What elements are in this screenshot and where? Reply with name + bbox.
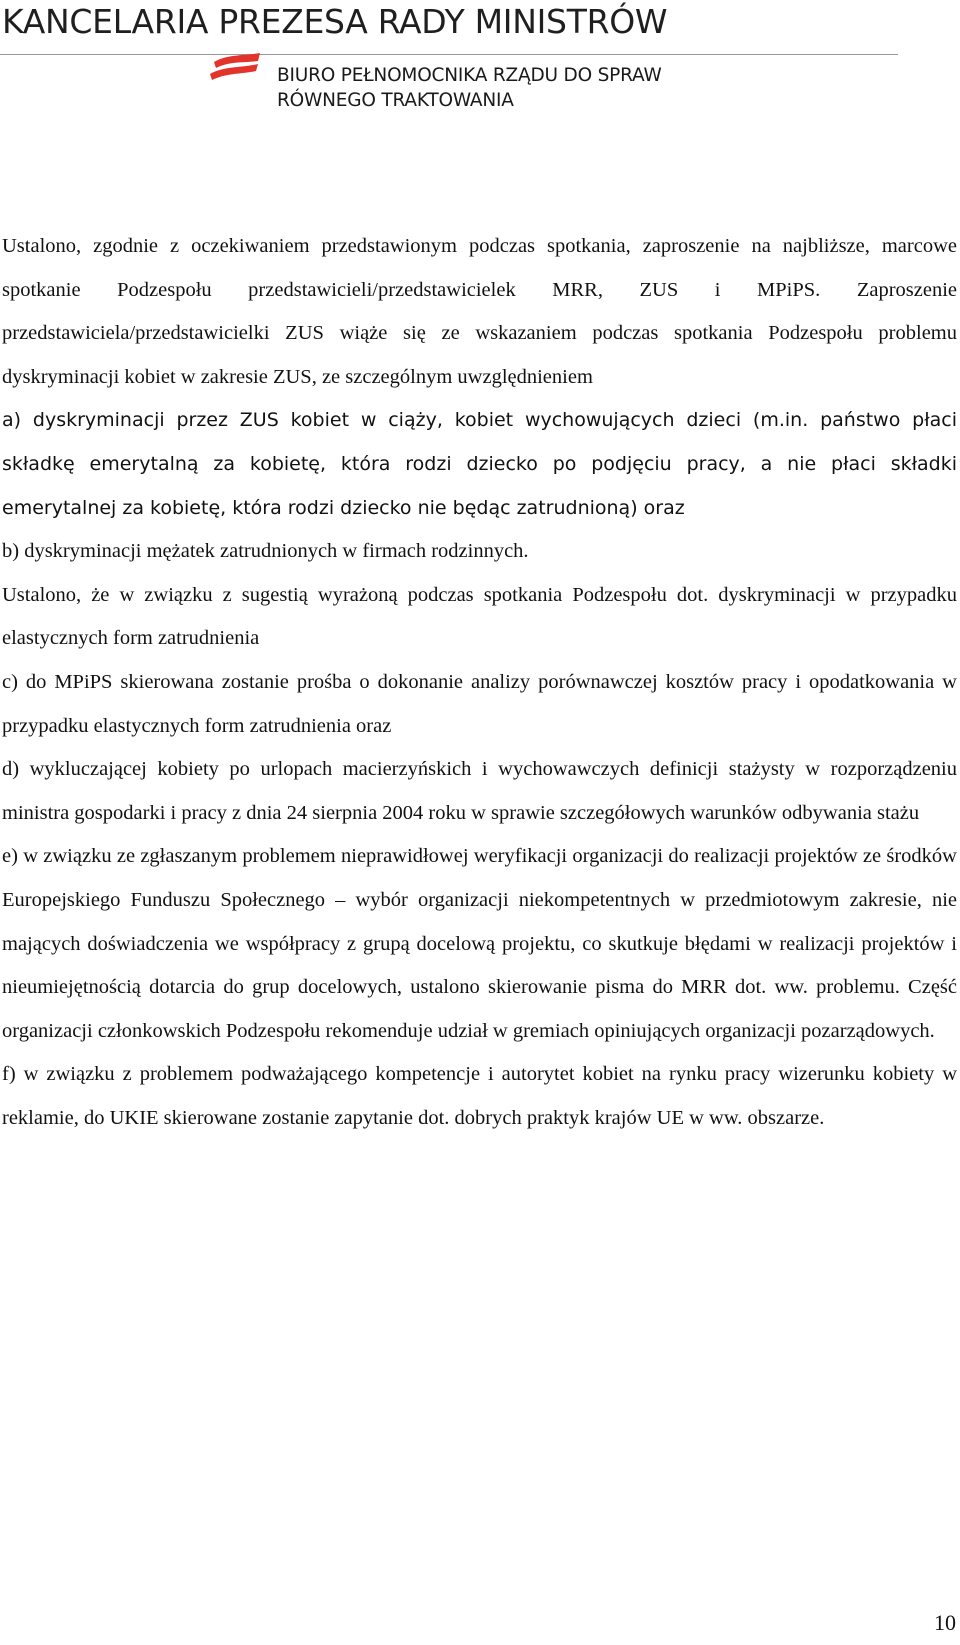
office-name-line-1: BIURO PEŁNOMOCNIKA RZĄDU DO SPRAW: [277, 65, 662, 86]
paragraph-second-decision: Ustalono, że w związku z sugestią wyrażoną podczas spotkania Podzespołu dot. dyskryminacji w przypadku elastycznych form zatrudnienia: [2, 583, 957, 650]
header-divider: [0, 54, 898, 55]
paragraph-item-e: e) w związku ze zgłaszanym problemem nieprawidłowej weryfikacji organizacji do realizacji projektów ze środków Europejskiego Funduszu Społecznego – wybór organizacji niekompetentnych w przedmiotowym zakresie, nie mających doświadczenia we współpracy z grupą docelową projektu, co skutkuje błędami w realizacji projektów i nieumiejętnością dotarcia do grup docelowych, ustalono skierowanie pisma do MRR dot. ww. problemu. Część organizacji członkowskich Podzespołu rekomenduje udział w gremiach opiniujących organizacji pozarządowych.: [2, 845, 957, 1042]
paragraph-item-b: b) dyskryminacji mężatek zatrudnionych w firmach rodzinnych.: [2, 540, 529, 563]
paragraph-item-f: f) w związku z problemem podważającego kompetencje i autorytet kobiet na rynku pracy wizerunku kobiety w reklamie, do UKIE skierowane zostanie zapytanie dot. dobrych praktyk krajów UE w ww. obszarze.: [2, 1063, 957, 1129]
paragraph-intro: Ustalono, zgodnie z oczekiwaniem przedstawionym podczas spotkania, zaproszenie na najbliższe, marcowe spotkanie Podzespołu przedstawicieli/przedstawicielek MRR, ZUS i MPiPS. Zaproszenie przedstawiciela/przedstawicielki ZUS wiąże się ze wskazaniem podczas spotkania Podzespołu problemu dyskryminacji kobiet w zakresie ZUS, ze szczególnym uwzględnieniem: [2, 235, 957, 388]
document-body: [2, 225, 957, 1140]
paragraph-item-d: d) wykluczającej kobiety po urlopach macierzyńskich i wychowawczych definicji stażysty w rozporządzeniu ministra gospodarki i pracy z dnia 24 sierpnia 2004 roku w sprawie szczegółowych warunków odbywania stażu: [2, 758, 957, 824]
organization-title: KANCELARIA PREZESA RADY MINISTRÓW: [2, 2, 668, 41]
paragraph-item-a: a) dyskryminacji przez ZUS kobiet w ciąży, kobiet wychowujących dzieci (m.in. państwo płaci składkę emerytalną za kobietę, która rodzi dziecko po podjęciu pracy, a nie płaci składki emerytalnej za kobietę, która rodzi dziecko nie będąc zatrudnioną) oraz: [2, 409, 957, 519]
letterhead: [0, 0, 960, 120]
paragraph-item-c: c) do MPiPS skierowana zostanie prośba o dokonanie analizy porównawczej kosztów pracy i opodatkowania w przypadku elastycznych form zatrudnienia oraz: [2, 670, 957, 737]
office-name-line-2: RÓWNEGO TRAKTOWANIA: [277, 90, 514, 111]
office-name: [277, 63, 662, 113]
flag-logo-icon: [208, 52, 268, 84]
page-number: 10: [934, 1610, 956, 1635]
